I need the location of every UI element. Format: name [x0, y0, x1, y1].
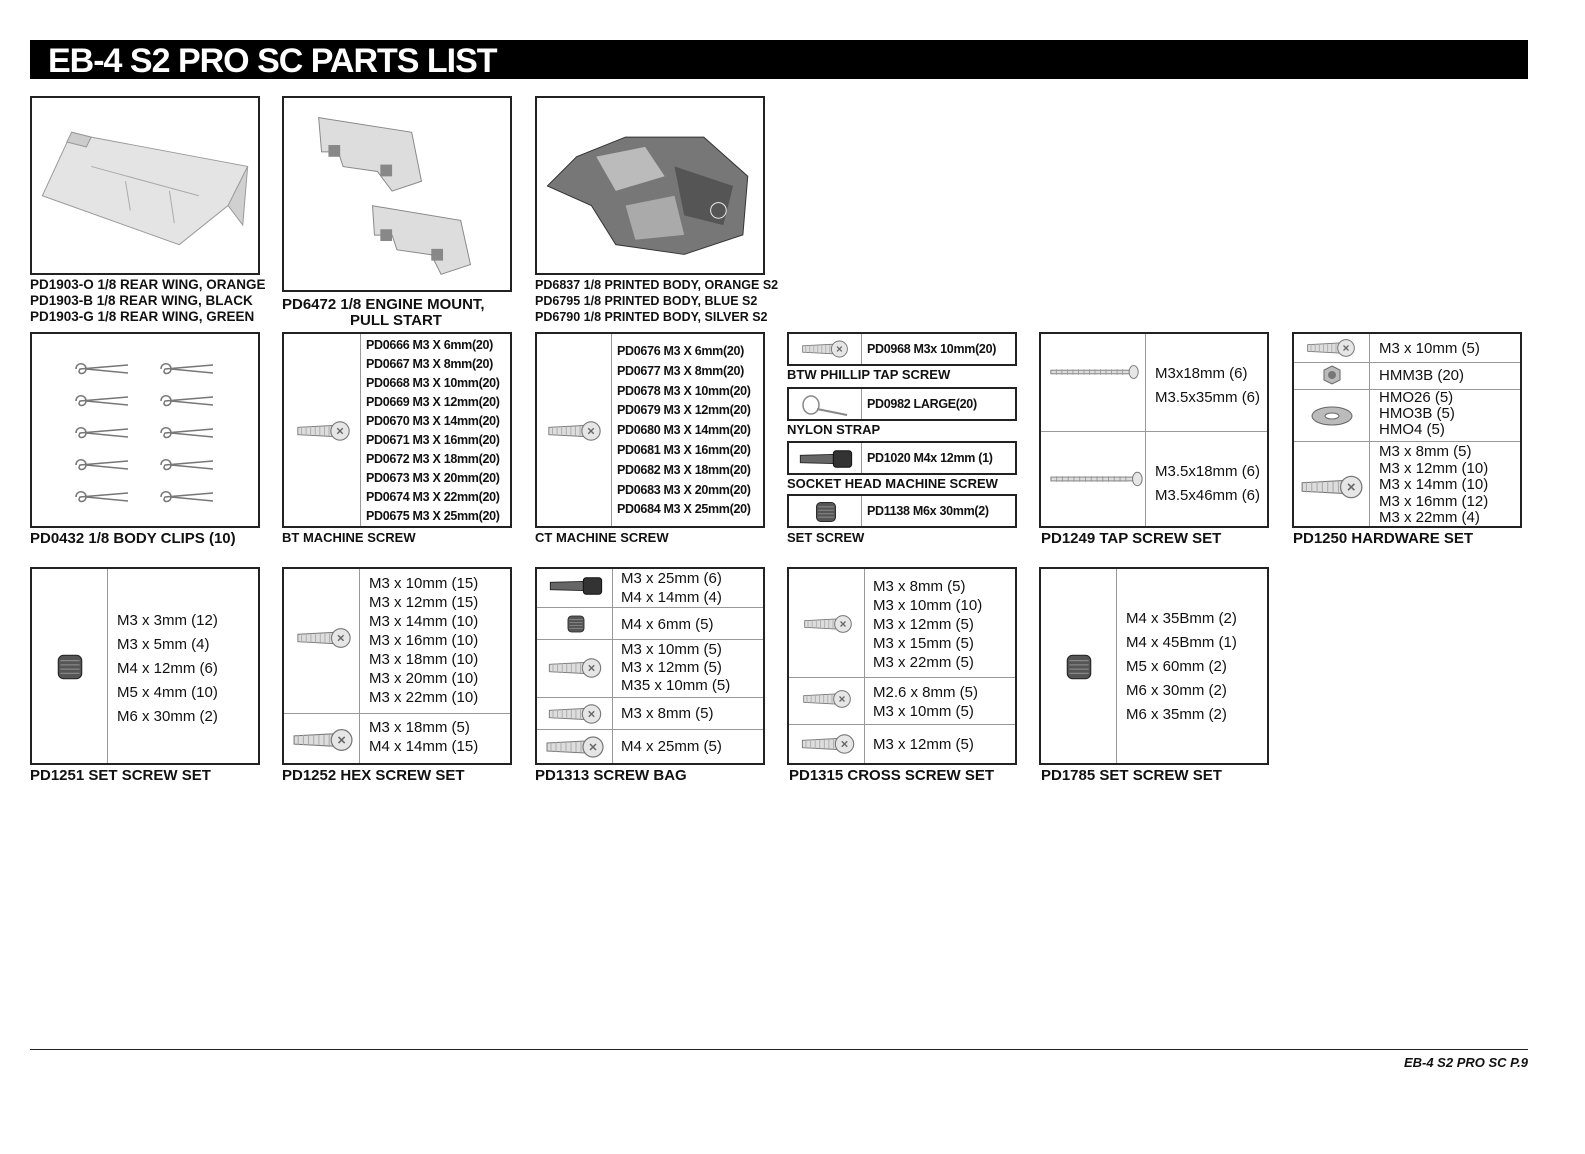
tap-set-caption: PD1249 TAP SCREW SET [1041, 530, 1222, 547]
hw-r4 [1379, 444, 1488, 527]
bag-screw-icon-2 [547, 703, 603, 725]
body-image [535, 96, 765, 275]
engine-mount-image [282, 96, 512, 292]
hw-item: HMO26 (5) [1379, 389, 1454, 406]
bag-r2 [621, 615, 714, 634]
cross-screw-icon [803, 613, 853, 635]
engine-mount-line2: PULL START [350, 312, 442, 329]
bt-item: PD0675 M3 X 25mm(20) [366, 509, 500, 523]
bag-item: M3 x 12mm (5) [621, 659, 722, 676]
set-1785-item: M4 x 45Bmm (1) [1126, 634, 1237, 651]
socket-caption: SOCKET HEAD MACHINE SCREW [787, 476, 998, 491]
btw-screw-icon [801, 338, 849, 360]
bt-item: PD0669 M3 X 12mm(20) [366, 395, 500, 409]
hw-screw-icon [1306, 338, 1356, 358]
cross-item: M3 x 22mm (5) [873, 654, 974, 671]
tap-set-box [1039, 332, 1269, 528]
bag-item: M3 x 8mm (5) [621, 705, 714, 722]
rear-wing-illustration [32, 98, 258, 273]
hw-screw-long-icon [1300, 474, 1364, 500]
page-number: EB-4 S2 PRO SC P.9 [1403, 1055, 1528, 1070]
cross-item: M3 x 12mm (5) [873, 736, 974, 753]
ct-screw-box [535, 332, 765, 528]
hex-item: M3 x 16mm (10) [369, 632, 479, 649]
set-1785-item: M6 x 35mm (2) [1126, 706, 1227, 723]
hw-item: HMO4 (5) [1379, 421, 1445, 438]
set-1251-item: M3 x 5mm (4) [117, 636, 210, 653]
bag-item: M3 x 10mm (5) [621, 641, 722, 658]
cross-item: M3 x 8mm (5) [873, 578, 966, 595]
bt-item: PD0674 M3 X 22mm(20) [366, 490, 500, 504]
bt-item: PD0670 M3 X 14mm(20) [366, 414, 500, 428]
ct-item: PD0677 M3 X 8mm(20) [617, 363, 745, 378]
nylon-box [787, 387, 1017, 421]
printed-body-illustration [537, 98, 763, 273]
hex-item: M3 x 14mm (10) [369, 613, 479, 630]
washer-icon [1310, 404, 1354, 428]
hw-item: HMM3B (20) [1379, 367, 1465, 384]
hex-top-list [369, 574, 478, 707]
socket-part: PD1020 M4x 12mm (1) [867, 451, 993, 465]
hex-bottom-list [369, 718, 478, 756]
hw-r3 [1379, 390, 1455, 438]
hex-item: M3 x 12mm (15) [369, 594, 479, 611]
hw-item: M3 x 10mm (5) [1379, 340, 1480, 357]
cross-item: M3 x 10mm (10) [873, 597, 983, 614]
hw-item: M3 x 16mm (12) [1379, 492, 1489, 510]
body-clips-caption: PD0432 1/8 BODY CLIPS (10) [30, 530, 236, 547]
rear-wing-black: PD1903-B 1/8 REAR WING, BLACK [30, 293, 253, 308]
hex-item: M3 x 18mm (5) [369, 719, 470, 736]
bag-grub-icon [565, 613, 587, 635]
bt-screw-box [282, 332, 512, 528]
hardware-set-box [1292, 332, 1522, 528]
hw-r1 [1379, 340, 1480, 357]
bag-capscrew-icon [547, 575, 605, 597]
set-screw-icon [813, 499, 839, 525]
footer-divider [30, 1049, 1528, 1050]
page-title: EB-4 S2 PRO SC PARTS LIST [48, 42, 497, 80]
set-1785-item: M4 x 35Bmm (2) [1126, 610, 1237, 627]
hw-item: M3 x 22mm (4) [1379, 509, 1480, 526]
rear-wing-orange: PD1903-O 1/8 REAR WING, ORANGE [30, 277, 266, 292]
cross-set-caption: PD1315 CROSS SCREW SET [789, 767, 995, 784]
tap-item: M3.5x35mm (6) [1155, 389, 1261, 406]
bag-screw-icon [547, 657, 603, 679]
set-1785-item: M5 x 60mm (2) [1126, 658, 1227, 675]
socket-box [787, 441, 1017, 475]
screw-bag-caption: PD1313 SCREW BAG [535, 767, 687, 784]
grub-icon [54, 651, 86, 683]
btw-part: PD0968 M3x 10mm(20) [867, 342, 997, 356]
bag-r3 [621, 641, 730, 695]
engine-mount-illustration [284, 98, 510, 290]
body-clips-illustration [72, 359, 222, 509]
bt-screw-list [366, 336, 500, 526]
tap-screw-icon [1049, 362, 1141, 382]
tap-set-bottom-list [1155, 460, 1260, 508]
cross-item: M3 x 10mm (5) [873, 703, 974, 720]
hex-item: M4 x 14mm (15) [369, 738, 479, 755]
btw-caption: BTW PHILLIP TAP SCREW [787, 367, 951, 382]
bag-item: M35 x 10mm (5) [621, 677, 731, 694]
ct-item: PD0684 M3 X 25mm(20) [617, 502, 751, 517]
hex-item: M3 x 10mm (15) [369, 575, 479, 592]
cross-item: M3 x 12mm (5) [873, 616, 974, 633]
bag-item: M4 x 25mm (5) [621, 738, 722, 755]
btw-box [787, 332, 1017, 366]
hw-item: M3 x 8mm (5) [1379, 443, 1472, 460]
tap-item: M3.5x18mm (6) [1155, 463, 1261, 480]
body-blue: PD6795 1/8 PRINTED BODY, BLUE S2 [535, 294, 758, 308]
hex-screw-long-icon [292, 727, 354, 753]
cross-tap-icon [799, 733, 857, 755]
rear-wing-caption [30, 277, 266, 325]
bt-item: PD0666 M3 X 6mm(20) [366, 338, 494, 352]
bag-item: M4 x 6mm (5) [621, 616, 714, 633]
engine-mount-line1: PD6472 1/8 ENGINE MOUNT, [282, 296, 485, 313]
ct-screw-caption: CT MACHINE SCREW [535, 530, 669, 545]
grub-icon-2 [1063, 651, 1095, 683]
nylon-part: PD0982 LARGE(20) [867, 397, 977, 411]
set-1251-item: M5 x 4mm (10) [117, 684, 218, 701]
ct-screw-icon [547, 419, 602, 443]
bag-r4 [621, 704, 714, 723]
set-screw-caption: SET SCREW [787, 530, 865, 545]
nut-icon [1322, 365, 1342, 385]
rear-wing-image [30, 96, 260, 275]
nylon-strap-icon [799, 393, 851, 419]
bt-screw-icon [296, 419, 351, 443]
ct-screw-list [617, 342, 751, 520]
ct-item: PD0680 M3 X 14mm(20) [617, 423, 751, 438]
bt-item: PD0673 M3 X 20mm(20) [366, 471, 500, 485]
bag-screw-icon-3 [545, 735, 605, 759]
hex-item: M3 x 20mm (10) [369, 670, 479, 687]
hardware-set-caption: PD1250 HARDWARE SET [1293, 530, 1474, 547]
set-screw-box [787, 494, 1017, 528]
socket-screw-icon [797, 448, 855, 470]
tap-screw-long-icon [1049, 469, 1145, 489]
tap-item: M3.5x46mm (6) [1155, 487, 1261, 504]
cross-item: M3 x 15mm (5) [873, 635, 974, 652]
hw-item: M3 x 14mm (10) [1379, 476, 1489, 493]
hex-set-caption: PD1252 HEX SCREW SET [282, 767, 465, 784]
hex-screw-icon [296, 626, 352, 650]
tap-set-top-list [1155, 362, 1260, 410]
set-screw-1785-box [1039, 567, 1269, 765]
set-1251-item: M3 x 3mm (12) [117, 612, 218, 629]
engine-mount-caption [282, 297, 485, 329]
ct-item: PD0676 M3 X 6mm(20) [617, 344, 745, 358]
cross-set-box [787, 567, 1017, 765]
nylon-caption: NYLON STRAP [787, 422, 881, 437]
cross-screw-icon-2 [799, 689, 855, 709]
bt-item: PD0671 M3 X 16mm(20) [366, 433, 500, 447]
set-1251-item: M4 x 12mm (6) [117, 660, 218, 677]
cross-r1 [873, 577, 982, 672]
title-banner [30, 40, 1528, 79]
hex-item: M3 x 22mm (10) [369, 689, 479, 706]
tap-item: M3x18mm (6) [1155, 365, 1248, 382]
set-1251-item: M6 x 30mm (2) [117, 708, 218, 725]
set-1785-caption: PD1785 SET SCREW SET [1041, 767, 1222, 784]
bag-r1 [621, 569, 722, 607]
body-caption [535, 277, 778, 325]
set-1251-caption: PD1251 SET SCREW SET [30, 767, 211, 784]
ct-item: PD0681 M3 X 16mm(20) [617, 442, 751, 457]
hw-r2 [1379, 367, 1464, 384]
hw-item: HMO3B (5) [1379, 405, 1455, 422]
screw-bag-box [535, 567, 765, 765]
cross-r3 [873, 735, 974, 754]
set-1785-item: M6 x 30mm (2) [1126, 682, 1227, 699]
set-screw-1251-box [30, 567, 260, 765]
ct-item: PD0678 M3 X 10mm(20) [617, 383, 751, 398]
set-screw-part: PD1138 M6x 30mm(2) [867, 504, 989, 518]
rear-wing-green: PD1903-G 1/8 REAR WING, GREEN [30, 309, 255, 324]
bt-item: PD0668 M3 X 10mm(20) [366, 376, 500, 390]
body-silver: PD6790 1/8 PRINTED BODY, SILVER S2 [535, 310, 768, 324]
bag-item: M3 x 25mm (6) [621, 570, 722, 587]
hex-item: M3 x 18mm (10) [369, 651, 479, 668]
bag-r5 [621, 737, 722, 756]
bt-item: PD0672 M3 X 18mm(20) [366, 452, 500, 466]
body-clips-box [30, 332, 260, 528]
cross-r2 [873, 683, 978, 721]
set-1785-list [1126, 607, 1237, 727]
cross-item: M2.6 x 8mm (5) [873, 684, 979, 701]
set-1251-list [117, 609, 218, 729]
hw-item: M3 x 12mm (10) [1379, 459, 1489, 477]
bt-screw-caption: BT MACHINE SCREW [282, 530, 416, 545]
ct-item: PD0679 M3 X 12mm(20) [617, 403, 751, 418]
ct-item: PD0683 M3 X 20mm(20) [617, 482, 751, 497]
hex-set-box [282, 567, 512, 765]
bt-item: PD0667 M3 X 8mm(20) [366, 357, 494, 371]
bag-item: M4 x 14mm (4) [621, 589, 722, 606]
ct-item: PD0682 M3 X 18mm(20) [617, 462, 751, 477]
body-orange: PD6837 1/8 PRINTED BODY, ORANGE S2 [535, 278, 779, 292]
